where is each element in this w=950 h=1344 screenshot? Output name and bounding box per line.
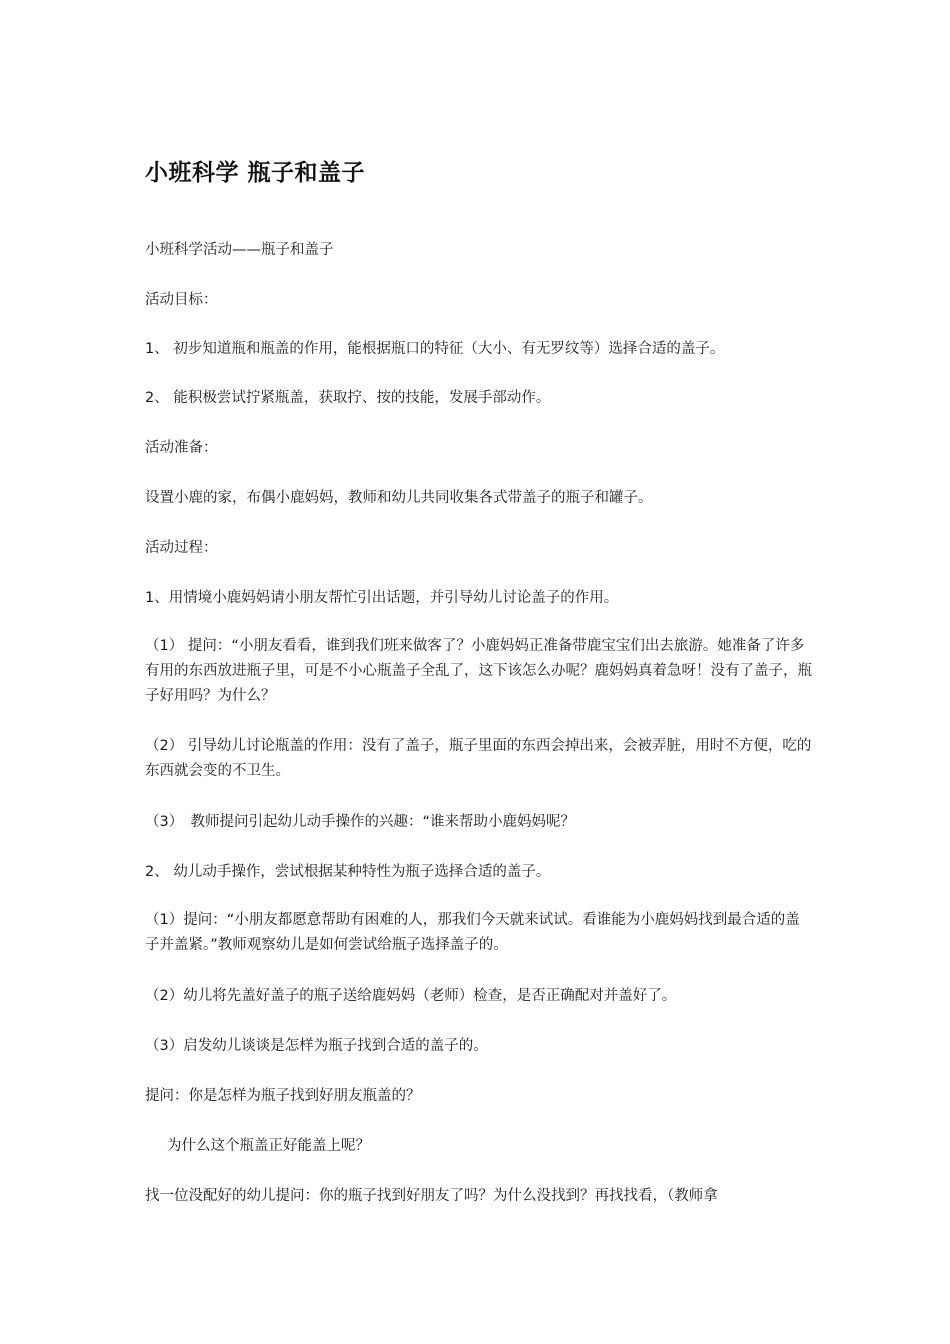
process-step-1-sub-3: （3） 教师提问引起幼儿动手操作的兴趣：“谁来帮助小鹿妈妈呢？ bbox=[145, 814, 575, 830]
goal-item-2: 2、 能积极尝试拧紧瓶盖，获取拧、按的技能，发展手部动作。 bbox=[145, 390, 551, 406]
heading-activity-preparation: 活动准备： bbox=[145, 440, 218, 456]
question-1: 提问：你是怎样为瓶子找到好朋友瓶盖的？ bbox=[145, 1088, 421, 1104]
paragraph-subtitle: 小班科学活动——瓶子和盖子 bbox=[145, 242, 334, 258]
goal-item-1: 1、 初步知道瓶和瓶盖的作用，能根据瓶口的特征（大小、有无罗纹等）选择合适的盖子。 bbox=[145, 341, 725, 357]
question-3: 找一位没配好的幼儿提问：你的瓶子找到好朋友了吗？为什么没找到？再找找看，（教师拿 bbox=[145, 1188, 718, 1204]
heading-activity-goals: 活动目标： bbox=[145, 292, 218, 308]
process-step-2-sub-1: （1）提问：“小朋友都愿意帮助有困难的人，那我们今天就来试试。看谁能为小鹿妈妈找到最合适的盖子并盖紧。”教师观察幼儿是如何尝试给瓶子选择盖子的。 bbox=[145, 912, 800, 953]
process-step-2-sub-3: （3）启发幼儿谈谈是怎样为瓶子找到合适的盖子的。 bbox=[145, 1038, 488, 1054]
process-step-2: 2、 幼儿动手操作，尝试根据某种特性为瓶子选择合适的盖子。 bbox=[145, 864, 551, 880]
question-2: 为什么这个瓶盖正好能盖上呢？ bbox=[167, 1138, 370, 1154]
process-step-1-sub-2: （2） 引导幼儿讨论瓶盖的作用：没有了盖子，瓶子里面的东西会掉出来，会被弄脏，用时不方便，吃的东西就会变的不卫生。 bbox=[145, 738, 812, 779]
process-step-1: 1、用情境小鹿妈妈请小朋友帮忙引出话题，并引导幼儿讨论盖子的作用。 bbox=[145, 590, 619, 606]
preparation-text: 设置小鹿的家，布偶小鹿妈妈，教师和幼儿共同收集各式带盖子的瓶子和罐子。 bbox=[145, 490, 653, 506]
heading-activity-process: 活动过程： bbox=[145, 540, 218, 556]
process-step-1-sub-1: （1） 提问：“小朋友看看，谁到我们班来做客了？小鹿妈妈正准备带鹿宝宝们出去旅游。她准备了许多有用的东西放进瓶子里，可是不小心瓶盖子全乱了，这下该怎么办呢？鹿妈妈真着急呀！没有了盖子，瓶子好用吗？为什么？ bbox=[145, 638, 812, 704]
page-title: 小班科学 瓶子和盖子 bbox=[145, 160, 366, 186]
process-step-2-sub-2: （2）幼儿将先盖好盖子的瓶子送给鹿妈妈（老师）检查，是否正确配对并盖好了。 bbox=[145, 988, 677, 1004]
